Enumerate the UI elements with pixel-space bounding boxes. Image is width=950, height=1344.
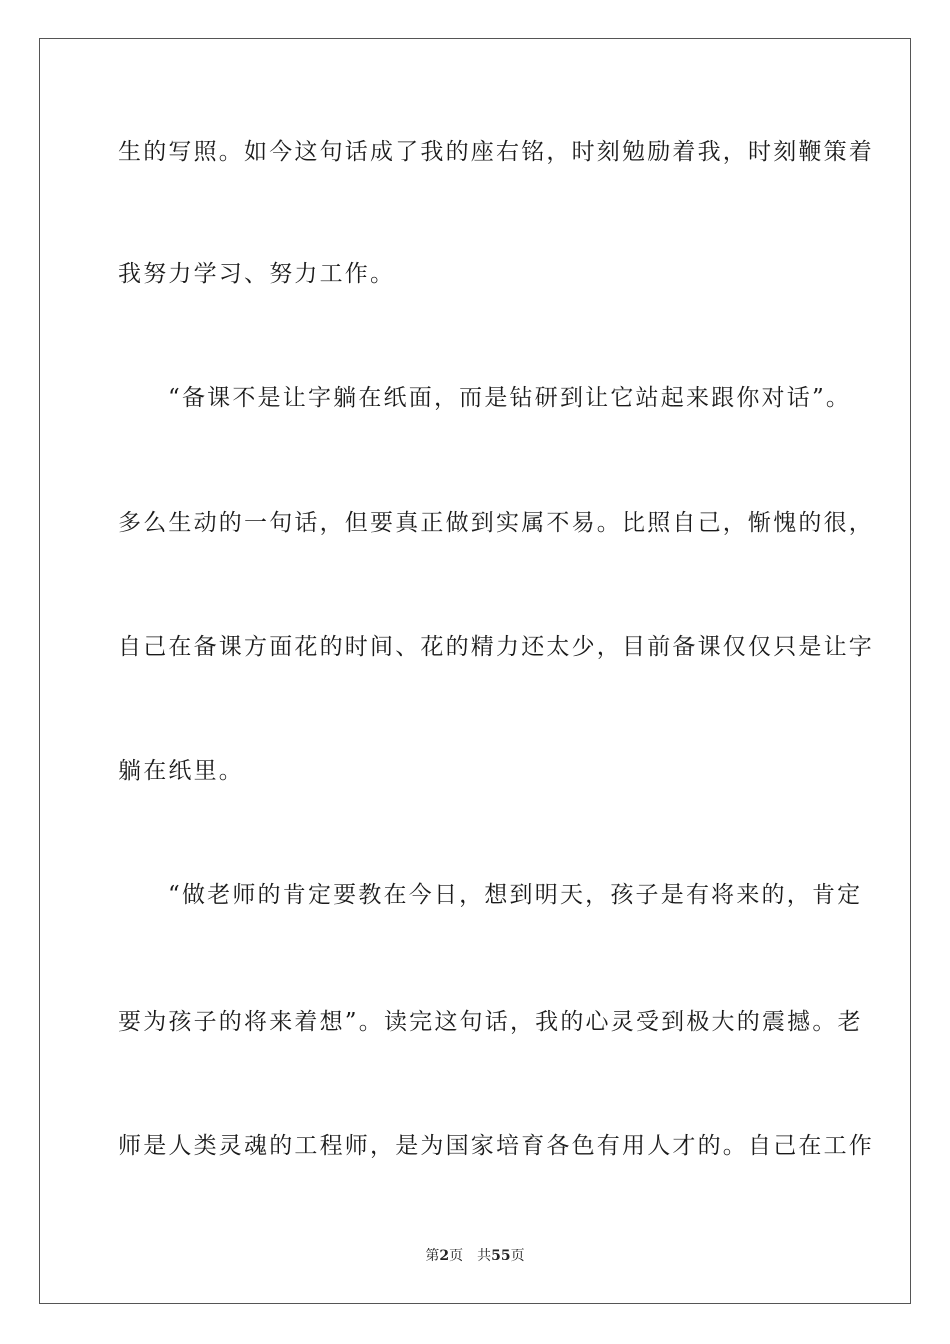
- footer-page-number: 2: [439, 1248, 450, 1264]
- footer-total-prefix: 共: [477, 1248, 492, 1264]
- body-line-5: 自己在备课方面花的时间、花的精力还太少，目前备课仅仅只是让字: [118, 634, 874, 660]
- body-line-1: 生的写照。如今这句话成了我的座右铭，时刻勉励着我，时刻鞭策着: [118, 139, 874, 165]
- body-line-7: “做老师的肯定要教在今日，想到明天，孩子是有将来的，肯定: [168, 882, 863, 908]
- footer-total-pages: 55: [491, 1248, 511, 1264]
- body-line-6: 躺在纸里。: [118, 758, 244, 784]
- body-line-8: 要为孩子的将来着想”。读完这句话，我的心灵受到极大的震撼。老: [118, 1009, 863, 1035]
- body-line-2: 我努力学习、努力工作。: [118, 261, 396, 287]
- page-footer: [0, 1247, 950, 1265]
- body-line-3: “备课不是让字躺在纸面，而是钻研到让它站起来跟你对话”。: [168, 385, 852, 411]
- page-border: [39, 38, 911, 1304]
- footer-total-suffix: 页: [510, 1248, 525, 1264]
- footer-page-suffix: 页: [449, 1248, 464, 1264]
- body-line-9: 师是人类灵魂的工程师，是为国家培育各色有用人才的。自己在工作: [118, 1133, 874, 1159]
- footer-prefix: 第: [425, 1248, 440, 1264]
- body-line-4: 多么生动的一句话，但要真正做到实属不易。比照自己，惭愧的很，: [118, 510, 874, 536]
